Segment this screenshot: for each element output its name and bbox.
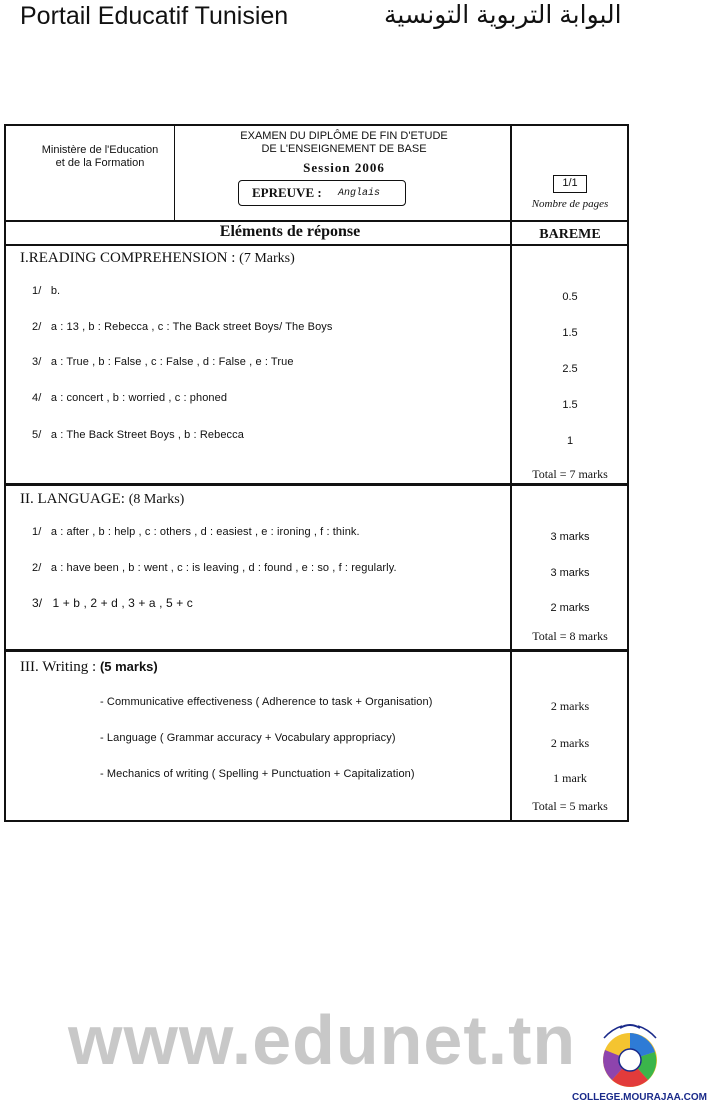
answer-mark: 2.5 bbox=[562, 363, 578, 375]
section-marks: (7 Marks) bbox=[239, 251, 295, 266]
section-title: III. Writing : bbox=[20, 659, 97, 675]
divider bbox=[4, 483, 629, 486]
page-count: 1/1 bbox=[553, 175, 587, 193]
answer-num: 2/ bbox=[32, 321, 42, 333]
answer-mark: 1.5 bbox=[562, 327, 578, 339]
portal-title-fr: Portail Educatif Tunisien bbox=[20, 2, 289, 30]
section-marks: (5 marks) bbox=[99, 659, 158, 674]
section-title: II. LANGUAGE: bbox=[20, 491, 125, 507]
answer-text: - Mechanics of writing ( Spelling + Punctuation + Capitalization) bbox=[100, 768, 415, 780]
page-count-label: Nombre de pages bbox=[531, 198, 609, 210]
answer-num: 5/ bbox=[32, 429, 42, 441]
answer-mark: 3 marks bbox=[550, 567, 590, 579]
answer-num: 1/ bbox=[32, 526, 42, 538]
epreuve-label: EPREUVE : bbox=[252, 185, 322, 200]
answer-text: a : after , b : help , c : others , d : easiest , e : ironing , f : think. bbox=[50, 526, 360, 538]
section-title: I.READING COMPREHENSION : bbox=[20, 250, 236, 266]
exam-title-line-2: DE L'ENSEIGNEMENT DE BASE bbox=[261, 143, 427, 155]
college-logo-icon bbox=[590, 1020, 670, 1092]
answer-mark: 3 marks bbox=[550, 531, 590, 543]
section-marks: (8 Marks) bbox=[128, 492, 185, 507]
answer-row bbox=[100, 732, 396, 744]
divider bbox=[4, 244, 629, 246]
answer-mark: 1 mark bbox=[553, 771, 587, 785]
answer-text: 1 + b , 2 + d , 3 + a , 5 + c bbox=[52, 596, 193, 610]
exam-title-line-1: EXAMEN DU DIPLÔME DE FIN D'ETUDE bbox=[240, 130, 448, 142]
answer-row bbox=[32, 392, 227, 404]
answer-row bbox=[32, 285, 60, 297]
answer-row bbox=[32, 429, 244, 441]
edunet-watermark: www.edunet.tn bbox=[68, 1001, 577, 1079]
answer-row bbox=[100, 768, 415, 780]
answer-text: - Communicative effectiveness ( Adherence to task + Organisation) bbox=[100, 696, 433, 708]
answer-num: 3/ bbox=[32, 356, 42, 368]
college-logo-text: COLLEGE.MOURAJAA.COM bbox=[572, 1092, 707, 1103]
answer-num: 3/ bbox=[32, 596, 43, 610]
section-total: Total = 8 marks bbox=[532, 629, 608, 643]
answer-row bbox=[32, 321, 333, 333]
epreuve-subject: Anglais bbox=[338, 188, 381, 199]
answer-text: a : 13 , b : Rebecca , c : The Back street Boys/ The Boys bbox=[50, 321, 333, 333]
answer-row bbox=[32, 562, 397, 574]
section-reading bbox=[20, 250, 295, 267]
answer-num: 4/ bbox=[32, 392, 42, 404]
answer-row bbox=[32, 596, 193, 610]
answer-row bbox=[100, 696, 432, 708]
answer-text: a : The Back Street Boys , b : Rebecca bbox=[50, 429, 244, 441]
elements-heading: Eléments de réponse bbox=[219, 223, 361, 240]
answer-text: a : concert , b : worried , c : phoned bbox=[50, 392, 228, 404]
divider bbox=[174, 124, 175, 221]
section-total: Total = 7 marks bbox=[532, 467, 608, 481]
answer-mark: 1.5 bbox=[562, 399, 578, 411]
answer-text: b. bbox=[50, 285, 61, 297]
answer-text: - Language ( Grammar accuracy + Vocabulary appropriacy) bbox=[100, 732, 396, 744]
answer-mark: 0.5 bbox=[562, 291, 578, 303]
answer-mark: 1 bbox=[566, 435, 574, 447]
answer-mark: 2 marks bbox=[550, 736, 590, 750]
section-language bbox=[20, 491, 184, 508]
answer-mark: 2 marks bbox=[550, 699, 590, 713]
answer-row bbox=[32, 356, 294, 368]
answer-text: a : have been , b : went , c : is leaving , d : found , e : so , f : regularly. bbox=[50, 562, 397, 574]
bareme-heading: BAREME bbox=[539, 227, 601, 242]
section-writing bbox=[20, 659, 158, 676]
answer-row bbox=[32, 526, 360, 538]
answer-num: 2/ bbox=[32, 562, 42, 574]
divider bbox=[4, 220, 629, 222]
answer-mark: 2 marks bbox=[550, 602, 590, 614]
ministry-line-2: et de la Formation bbox=[55, 157, 145, 169]
section-total: Total = 5 marks bbox=[532, 799, 608, 813]
answer-num: 1/ bbox=[32, 285, 42, 297]
divider bbox=[4, 649, 629, 652]
ministry-line-1: Ministère de l'Education bbox=[41, 144, 159, 156]
answer-text: a : True , b : False , c : False , d : False , e : True bbox=[50, 356, 294, 368]
portal-title-ar: البوابة التربوية التونسية bbox=[384, 1, 622, 29]
exam-session: Session 2006 bbox=[303, 160, 385, 175]
